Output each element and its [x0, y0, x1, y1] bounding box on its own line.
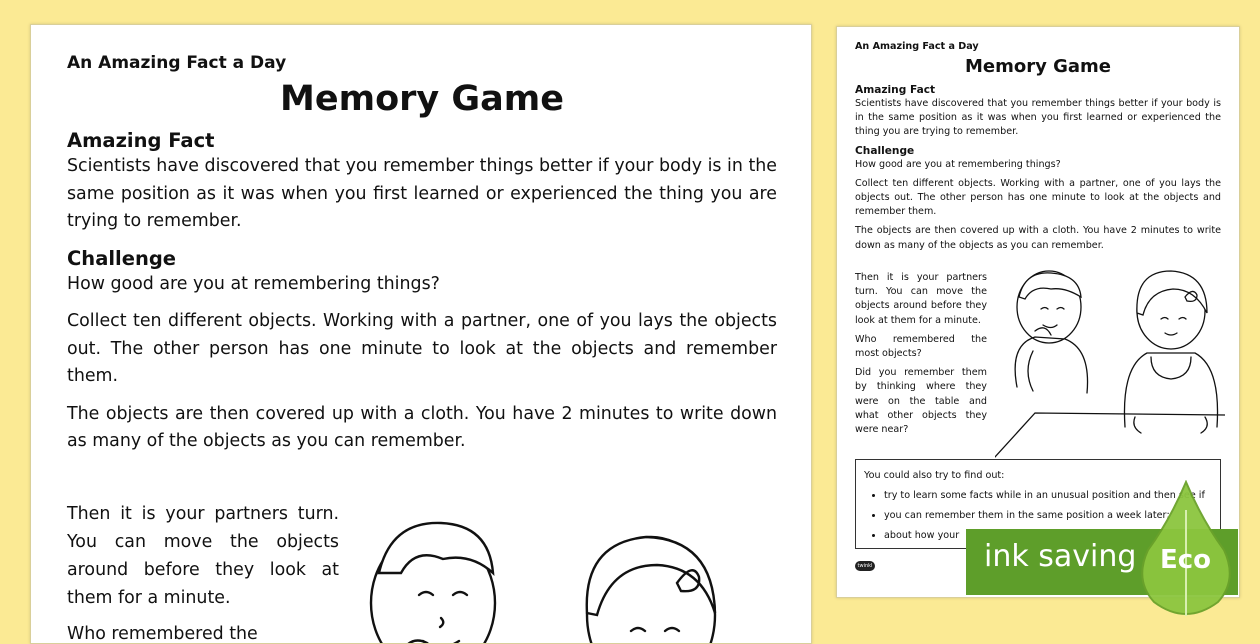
worksheet-large [30, 24, 812, 644]
find-out-item-3: • about how your [884, 526, 1212, 546]
challenge-heading: Challenge [67, 246, 177, 270]
eco-label: Eco [1160, 545, 1212, 575]
twinkl-logo: twinkl [855, 561, 875, 571]
side-paragraph-1: Then it is your partners turn. You can move the objects around before they look at them for a minute. [67, 504, 339, 608]
fact-heading: Amazing Fact [67, 129, 215, 152]
challenge-paragraph-1: Collect ten different objects. Working with a partner, one of you lays the objects out. The other person has one minute to look at the objects and remember them. [67, 311, 777, 386]
small-fact-heading: Amazing Fact [855, 84, 936, 96]
sheet-title: Memory Game [280, 79, 564, 119]
small-title: Memory Game [964, 56, 1111, 77]
find-out-intro: You could also try to find out: [864, 470, 1005, 481]
small-paragraph-2: The objects are then covered up with a cloth. You have 2 minutes to write down as many of the objects as you can remember. [855, 225, 1221, 251]
small-children-illustration [995, 267, 1225, 463]
find-out-item-1: • try to learn some facts while in an unusual position and then see if [884, 486, 1212, 506]
side-paragraph-2: Who remembered the [67, 624, 258, 644]
ink-saving-label: ink saving [984, 539, 1137, 574]
small-side-3: Did you remember them by thinking where they were on the table and what other objects they were near? [855, 367, 987, 436]
side-text [67, 500, 339, 644]
find-out-item-2: • you can remember them in the same position a week later; [884, 506, 1212, 526]
sheet-subtitle: An Amazing Fact a Day [67, 53, 287, 73]
small-fact-text: Scientists have discovered that you remember things better if your body is in the same position as it was when you first learned or experienced the thing you are trying to remember. [855, 98, 1221, 138]
small-subtitle: An Amazing Fact a Day [855, 41, 979, 52]
small-side-1: Then it is your partners turn. You can move the objects around before they look at them for a minute. [855, 272, 987, 326]
small-question: How good are you at remembering things? [855, 158, 1061, 170]
small-challenge-heading: Challenge [855, 144, 915, 157]
children-illustration [361, 503, 741, 644]
small-paragraph-1: Collect ten different objects. Working with a partner, one of you lays the objects out. The other person has one minute to look at the objects and remember them. [855, 177, 1221, 218]
challenge-paragraph-2: The objects are then covered up with a cloth. You have 2 minutes to write down as many of the objects as you can remember. [67, 403, 777, 451]
small-side-2: Who remembered the most objects? [855, 333, 987, 360]
fact-text: Scientists have discovered that you remember things better if your body is in the same position as it was when you first learned or experienced the thing you are trying to remember. [67, 156, 777, 231]
small-side-text [855, 271, 987, 442]
challenge-question: How good are you at remembering things? [67, 273, 440, 294]
table-outline [995, 413, 1225, 457]
